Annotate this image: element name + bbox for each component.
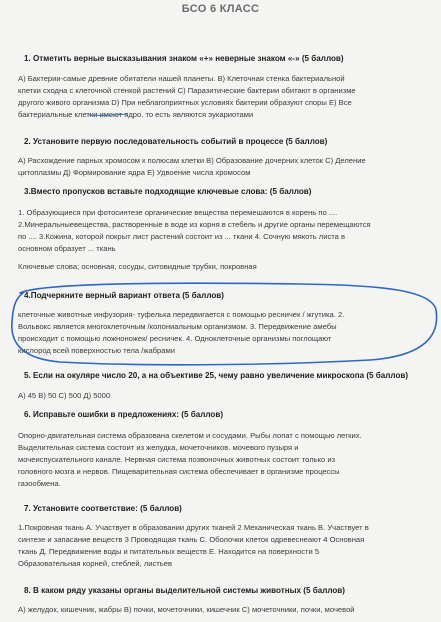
question-8-heading: 8. В каком ряду указаны органы выделительной системы животных (5 баллов) bbox=[24, 586, 345, 595]
question-4-heading: 4.Подчеркните верный вариант ответа (5 баллов) bbox=[24, 291, 224, 300]
question-3-body bbox=[18, 207, 436, 273]
question-6-line: головного мозга и нервов. Пищеварительная система обеспечивает в организме процессы bbox=[18, 467, 340, 476]
question-3-heading: 3.Вместо пропусков вставьте подходящие ключевые слова: (5 баллов) bbox=[24, 187, 312, 196]
question-7-line: ткань Д. Передвижение воды и питательных веществ Е. Находится на поверхности 5 bbox=[18, 547, 320, 556]
question-1-line: другого живого организма D) При неблагоприятных условиях бактерии образуют споры Е) Все bbox=[18, 98, 352, 107]
question-6-heading: 6. Исправьте ошибки в предложениях: (5 баллов) bbox=[24, 410, 224, 419]
question-2-line: цитоплазмы Д) Формирование ядра Е) Удвоение числа хромосом bbox=[18, 168, 251, 177]
question-2-line: А) Расхождение парных хромосом к полюсам клетки В) Образование дочерних клеток С) Деление bbox=[18, 156, 366, 165]
question-2-body bbox=[18, 155, 436, 179]
question-5-heading: 5. Если на окуляре число 20, а на объективе 25, чему равно увеличение микроскопа (5 баллов) bbox=[24, 371, 409, 380]
question-7-heading: 7. Установите соответствие: (5 баллов) bbox=[24, 504, 182, 513]
question-1-heading: 1. Отметить верные высказывания знаком «+» неверные знаком «-» (5 баллов) bbox=[24, 54, 344, 63]
page-title: БСО 6 КЛАСС bbox=[181, 3, 260, 15]
question-3-line: 2.Минеральныевещества, растворенные в воде из корня в стебель и другие органы перемещаются bbox=[18, 220, 371, 229]
question-6-body bbox=[18, 430, 436, 490]
question-1-body bbox=[18, 73, 436, 121]
question-8-body bbox=[18, 604, 436, 616]
question-6-line: газообмена. bbox=[18, 479, 61, 488]
question-7-line: 1.Покровная ткань А. Участвует в образовании других тканей 2 Механическая ткань В. Участвует в bbox=[18, 523, 369, 532]
question-6-line: мочеиспускательного канале. Нервная система позвоночных животных состоит только из bbox=[18, 455, 336, 464]
question-3-keywords: Ключевые слова; основная, сосуды, ситовидные трубки, покровная bbox=[18, 262, 257, 271]
question-8-line: А) желудок, кишечник, жабры В) почки, мочеточники, кишечник С) мочеточники, почки, мочевой bbox=[18, 605, 355, 614]
question-7-body bbox=[18, 522, 436, 570]
question-1-line: А) Бактерии-самые древние обитатели нашей планеты. В) Клеточная стенка бактериальной bbox=[18, 74, 345, 83]
question-4-line: кислород всей поверхностью тела /жабрами bbox=[18, 346, 175, 355]
question-1-line: бактериальные клетки имеют ядро. то есть являются эукариотами bbox=[18, 110, 254, 119]
question-5-body bbox=[18, 390, 436, 402]
question-5-line: А) 45 В) 50 С) 500 Д) 5000 bbox=[18, 391, 111, 400]
question-4-body bbox=[18, 309, 436, 357]
question-2-heading: 2. Установите первую последовательность событий в процессе (5 баллов) bbox=[24, 137, 328, 146]
question-4-line: Вольвокс является многоклеточным /колониальным организмом. 3. Передвижение амебы bbox=[18, 322, 337, 331]
question-7-line: синтезе и запасание веществ 3 Проводящая ткань С. Оболочки клеток одревеснеают 4 Основная bbox=[18, 535, 365, 544]
question-3-line: основном образует ... ткань bbox=[18, 244, 116, 253]
question-4-line: клеточные животные инфузория- туфелька передвигается с помощью ресничек / жгутика. 2. bbox=[18, 310, 345, 319]
question-1-line: клетки сходна с клеточной стенкой растений С) Паразитические бактерии обитают в организме bbox=[18, 86, 356, 95]
question-3-line: по .... 3.Кожина, которой покрыт лист растений состоит из ... ткани 4. Сочную мякоть листа в bbox=[18, 232, 346, 241]
question-4-line: происходит с помощью ложноножек/ ресничек. 4. Одноклеточные организмы поглощают bbox=[18, 334, 332, 343]
question-3-line: 1. Образующиеся при фотосинтезе органические вещества перемешаются в корень по .... bbox=[18, 208, 338, 217]
question-6-line: Опорно-двигательная система образована скелетом и сосудами. Рыбы лопат с помощью легких. bbox=[18, 431, 362, 440]
question-7-line: Образовательная корней, стеблей, листьев bbox=[18, 559, 172, 568]
question-6-line: Выделительная система состоит из желудка, мочеточников. мочевого пузыря и bbox=[18, 443, 299, 452]
